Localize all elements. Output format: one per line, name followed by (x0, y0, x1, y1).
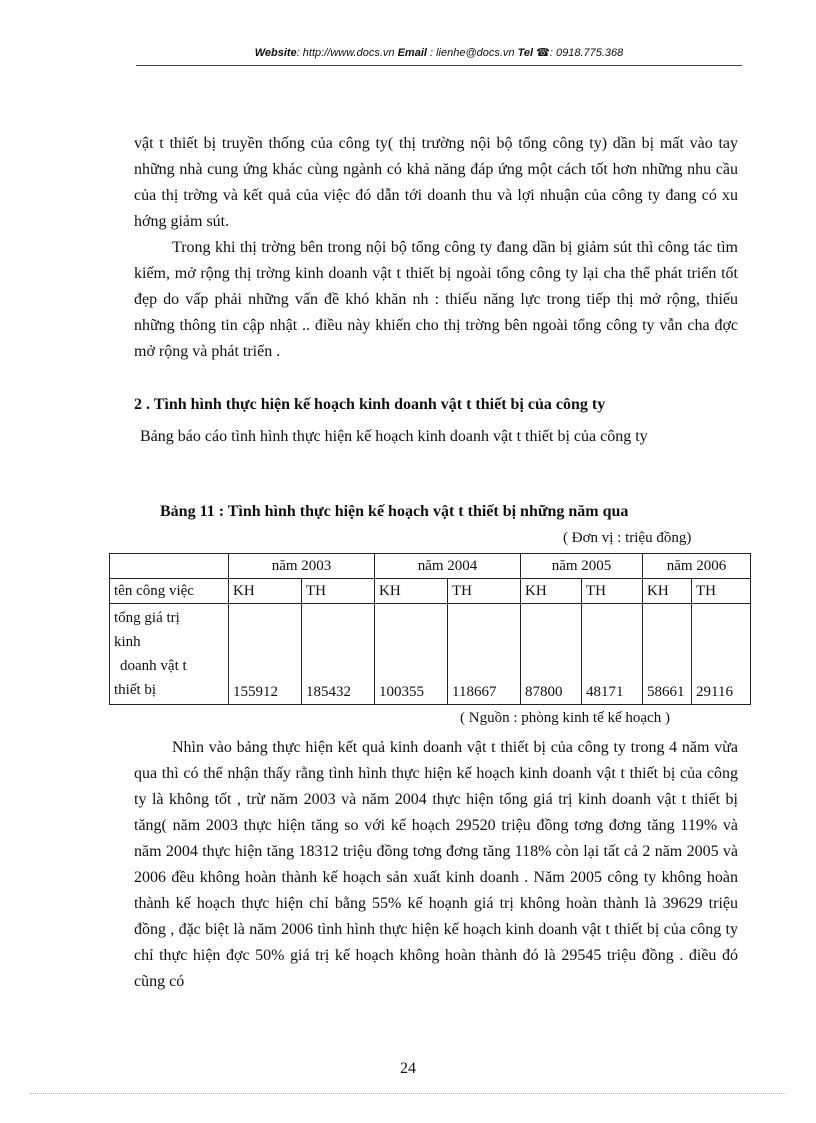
email-value[interactable]: : lienhe@docs.vn (430, 47, 515, 59)
year-header: năm 2004 (375, 554, 521, 579)
year-header: năm 2003 (229, 554, 375, 579)
table-row (110, 604, 751, 705)
sub-header: KH (375, 579, 448, 604)
value-cell: 58661 (643, 604, 692, 705)
row-label-line: thiết bị (114, 682, 157, 698)
row-label-line: doanh vật t (120, 658, 187, 674)
website-value[interactable]: : http://www.docs.vn (296, 47, 395, 59)
email-label: Email (397, 47, 427, 59)
bottom-text-block (134, 735, 738, 995)
page-number: 24 (400, 1060, 416, 1077)
website-label: Website (254, 47, 297, 59)
row-label (110, 604, 229, 705)
row-label-line: tổng giá trị (114, 610, 180, 626)
paragraph-1: vật t thiết bị truyền thống của công ty( thị trường nội bộ tổng công ty) dần bị mất vào tay những nhà cung ứng khác cùng ngành có khả năng đáp ứng một cách tốt hơn những nhu cầu của thị trờng và kết quả của việc đó dẫn tới doanh thu và lợi nhuận của công ty đang có xu hớng giảm sút. (134, 135, 738, 230)
table-year-row (110, 554, 751, 579)
table-source: ( Nguồn : phòng kinh tế kế hoạch ) (460, 710, 670, 726)
tel-label: Tel (517, 47, 534, 59)
row-header-label: tên công việc (110, 579, 229, 604)
phone-icon: ☎ (536, 47, 550, 59)
sub-header: TH (692, 579, 751, 604)
value-cell: 155912 (229, 604, 302, 705)
sub-header: TH (582, 579, 643, 604)
sub-header: TH (448, 579, 521, 604)
table-unit: ( Đơn vị : triệu đồng) (563, 530, 692, 546)
sub-header: KH (229, 579, 302, 604)
table-subheader-row (110, 579, 751, 604)
plan-table (109, 553, 751, 705)
value-cell: 87800 (521, 604, 582, 705)
value-cell: 118667 (448, 604, 521, 705)
table-title: Bảng 11 : Tình hình thực hiện kế hoạch vật t thiết bị những năm qua (160, 503, 629, 520)
value-cell: 29116 (692, 604, 751, 705)
section-heading: 2 . Tình hình thực hiện kế hoạch kinh doanh vật t thiết bị của công ty (134, 396, 606, 413)
tel-value: : 0918.775.368 (549, 47, 624, 59)
footer-divider (30, 1093, 786, 1094)
value-cell: 100355 (375, 604, 448, 705)
row-label-line: kinh (114, 634, 141, 650)
paragraph-2: Trong khi thị trờng bên trong nội bộ tổng công ty đang dần bị giảm sút thì công tác tìm kiếm, mở rộng thị trờng kinh doanh vật t thiết bị ngoài tổng công ty lại cha thể phát triển tốt đẹp do vấp phải những vấn đề khó khăn nh : thiếu năng lực trong tiếp thị mở rộng, thiếu những thông tin cập nhật .. điều này khiến cho thị trờng bên ngoài tổng công ty vẫn cha đợc mở rộng và phát triển . (134, 239, 738, 360)
top-text-block (134, 131, 738, 365)
table-corner-cell (110, 554, 229, 579)
page-header (136, 46, 742, 59)
value-cell: 48171 (582, 604, 643, 705)
section-caption: Bảng báo cáo tình hình thực hiện kế hoạch kinh doanh vật t thiết bị của công ty (140, 428, 648, 445)
value-cell: 185432 (302, 604, 375, 705)
sub-header: KH (521, 579, 582, 604)
year-header: năm 2005 (521, 554, 643, 579)
paragraph-3: Nhìn vào bảng thực hiện kết quả kinh doanh vật t thiết bị của công ty trong 4 năm vừa qua thì có thể nhận thấy rằng tình hình thực hiện kế hoạch kinh doanh vật t thiết bị của công ty là không tốt , trừ năm 2003 và năm 2004 thực hiện tổng giá trị kinh doanh vật t thiết bị tăng( năm 2003 thực hiện tăng so với kế hoạch 29520 triệu đồng tơng đơng tăng 119% và năm 2004 thực hiện tăng 18312 triệu đồng tơng đơng tăng 118% còn lại tất cả 2 năm 2005 và 2006 đều không hoàn thành kế hoạch sản xuất kinh doanh . Năm 2005 công ty không hoàn thành kế hoạch thực hiện chỉ bằng 55% kế hoạnh giá trị không hoàn thành là 39629 triệu đồng , đặc biệt là năm 2006 tình hình thực hiện kế hoạch kinh doanh vật t thiết bị của công ty chỉ thực hiện đợc 50% giá trị kế hoạch không hoàn thành đó là 29545 triệu đồng . điều đó cũng có (134, 739, 738, 990)
header-divider (136, 65, 742, 66)
sub-header: KH (643, 579, 692, 604)
year-header: năm 2006 (643, 554, 751, 579)
sub-header: TH (302, 579, 375, 604)
